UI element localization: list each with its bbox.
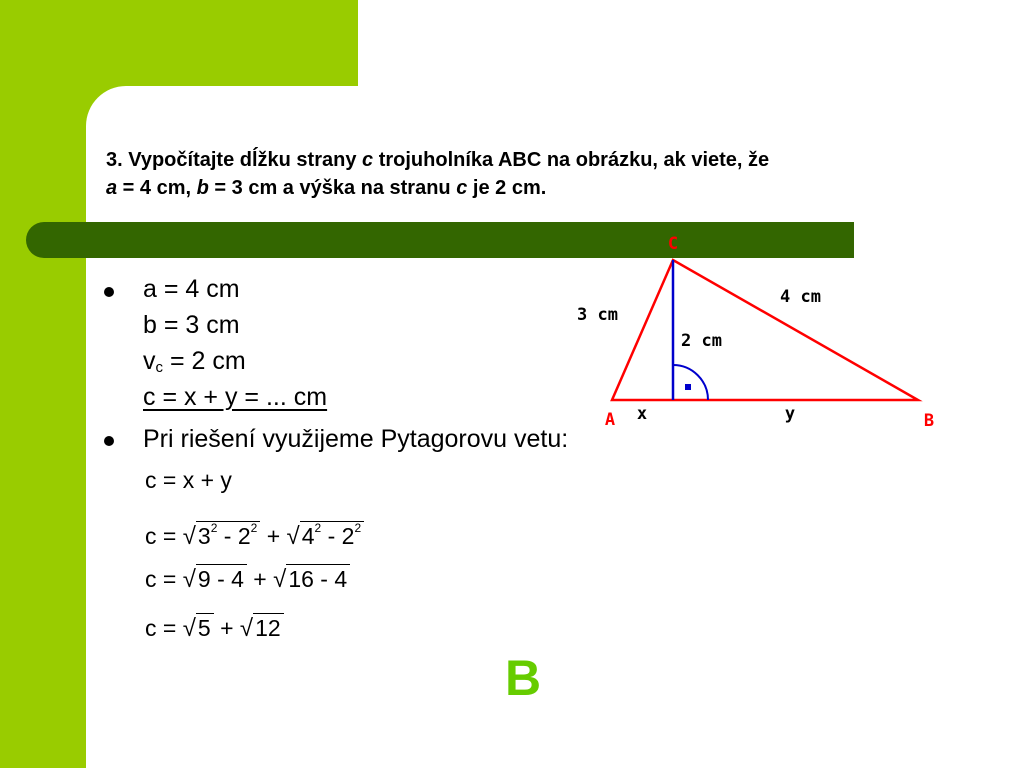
given-b: b = 3 cm <box>143 311 240 339</box>
eq-exponent: 2 <box>210 521 218 535</box>
vertex-a-label: A <box>604 410 616 430</box>
radicand <box>300 521 364 549</box>
equation-2 <box>145 512 364 553</box>
bullet-dot <box>104 436 114 446</box>
task-text: 3. Vypočítajte dĺžku strany <box>106 149 363 171</box>
eq-term: 2 <box>237 523 251 549</box>
task-var-c: c <box>456 177 468 199</box>
segment-y-label: y <box>784 404 796 424</box>
task-text: trojuholníka ABC na obrázku, ak viete, že <box>373 149 770 171</box>
eq-exponent: 2 <box>314 521 322 535</box>
sqrt-icon: √ <box>182 615 196 642</box>
answer-option-letter: B <box>505 650 542 706</box>
left-green-band <box>0 0 86 768</box>
right-angle-dot <box>685 384 691 390</box>
radicand: 5 <box>196 613 214 641</box>
given-vc-v: v <box>143 347 156 375</box>
vertex-c-label: C <box>667 234 679 254</box>
top-green-band <box>0 0 358 86</box>
eq-lhs: c = <box>145 523 183 549</box>
eq-term: 3 <box>197 523 211 549</box>
task-text: = 3 cm a výška na stranu <box>208 177 457 199</box>
radicand: 9 - 4 <box>196 564 247 592</box>
task-line-1 <box>106 146 986 174</box>
sqrt-icon: √ <box>239 615 254 642</box>
task-var-c: c <box>362 149 374 171</box>
eq-exponent: 2 <box>354 521 362 535</box>
radicand: 16 - 4 <box>286 564 350 592</box>
radicand <box>196 521 260 549</box>
sqrt-icon: √ <box>273 566 287 593</box>
eq-operator: - <box>321 523 342 549</box>
given-vc-sub: c <box>155 359 163 376</box>
given-vc-value: = 2 cm <box>163 347 246 375</box>
task-text: je 2 cm. <box>467 177 547 199</box>
bullet-dot <box>104 287 114 297</box>
eq-exponent: 2 <box>250 521 258 535</box>
triangle-diagram <box>560 225 960 440</box>
eq-lhs: c = <box>145 615 183 641</box>
sqrt-icon: √ <box>182 566 196 593</box>
side-b-label: 3 cm <box>577 305 618 325</box>
right-angle-arc <box>673 365 708 400</box>
equation-1: c = x + y <box>145 467 232 493</box>
eq-term: 2 <box>341 523 355 549</box>
theorem-note: Pri riešení využijeme Pytagorovu vetu: <box>143 425 569 453</box>
side-a-label: 4 cm <box>780 287 821 307</box>
eq-operator: + <box>246 566 274 592</box>
sqrt-icon: √ <box>286 523 300 550</box>
task-line-2 <box>106 174 986 202</box>
task-var-a: a <box>106 177 118 199</box>
vertex-b-label: B <box>923 411 935 431</box>
equation-3 <box>145 563 350 596</box>
eq-operator: - <box>217 523 238 549</box>
radicand: 12 <box>253 613 284 641</box>
task-var-b: b <box>196 177 209 199</box>
given-vc <box>143 346 246 383</box>
eq-term: 4 <box>301 523 315 549</box>
given-a: a = 4 cm <box>143 275 240 303</box>
eq-lhs: c = <box>145 566 183 592</box>
task-text: = 4 cm, <box>117 177 197 199</box>
segment-x-label: x <box>636 404 648 424</box>
height-label: 2 cm <box>681 331 722 351</box>
eq-operator: + <box>213 615 240 641</box>
given-c: c = x + y = ... cm <box>143 383 328 411</box>
task-title <box>106 146 986 202</box>
equation-4 <box>145 612 284 645</box>
triangle-abc <box>612 260 918 400</box>
sqrt-icon: √ <box>182 523 196 550</box>
eq-operator: + <box>260 523 287 549</box>
